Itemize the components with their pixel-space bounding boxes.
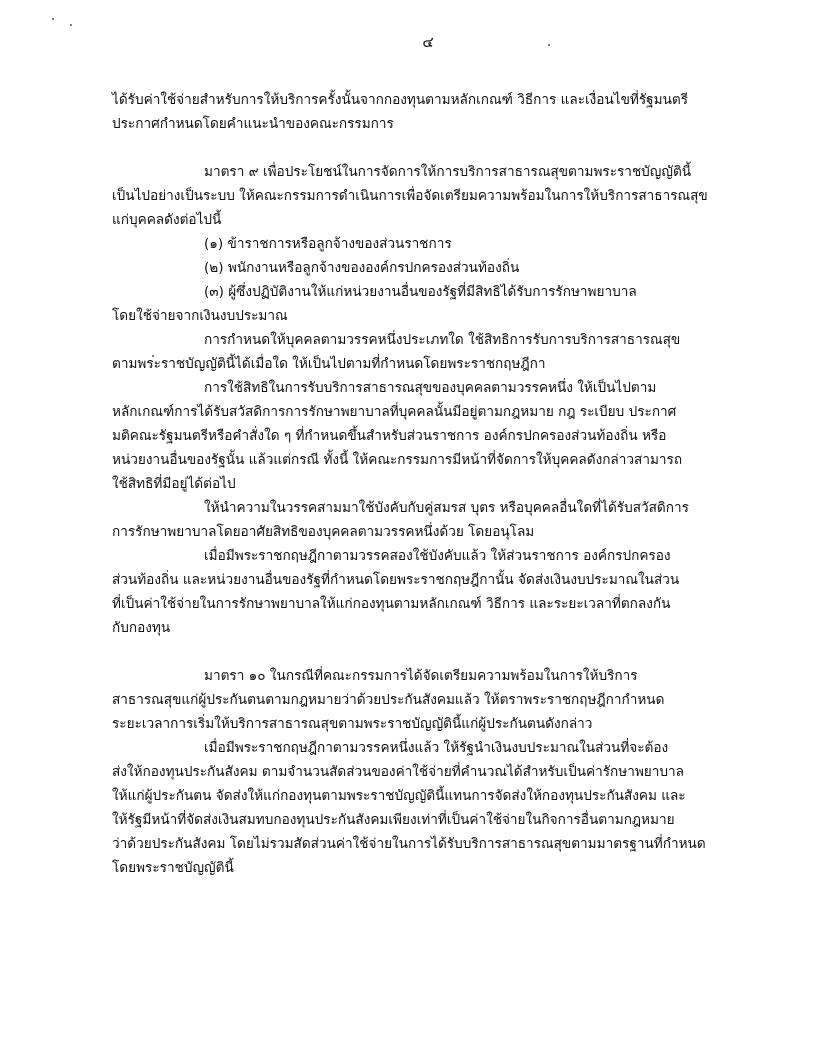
- text-line: กับกองทุน: [112, 620, 171, 636]
- scan-speck: [52, 18, 54, 20]
- text-line: ใช้สิทธิที่มีอยู่ได้ต่อไป: [112, 476, 236, 492]
- section-10-heading-paragraph: [112, 664, 732, 736]
- text-line: การรักษาพยาบาลโดยอาศัยสิทธิของบุคคลตามวรรคหนึ่งด้วย โดยอนุโลม: [112, 524, 535, 540]
- section-9-paragraph-2: [112, 328, 732, 376]
- text-line: ที่เป็นค่าใช้จ่ายในการรักษาพยาบาลให้แก่กองทุนตามหลักเกณฑ์ วิธีการ และระยะเวลาที่ตกลงกัน: [112, 596, 671, 612]
- section-9-paragraph-4: [112, 496, 732, 544]
- text-line: เมื่อมีพระราชกฤษฎีกาตามวรรคสองใช้บังคับแล้ว ให้ส่วนราชการ องค์กรปกครอง: [204, 548, 671, 564]
- section-9-paragraph-3: [112, 376, 732, 496]
- section-10-paragraph-2: [112, 736, 732, 880]
- text-line: มาตรา ๑๐ ในกรณีที่คณะกรรมการได้จัดเตรียมความพร้อมในการให้บริการ: [204, 668, 638, 684]
- scan-speck: [70, 24, 72, 26]
- text-line: ระยะเวลาการเริ่มให้บริการสาธารณสุขตามพระราชบัญญัตินี้แก่ผู้ประกันตนดังกล่าว: [112, 716, 593, 732]
- text-line: ว่าด้วยประกันสังคม โดยไม่รวมสัดส่วนค่าใช้จ่ายในการได้รับบริการสาธารณสุขตามมาตรฐานที่กำหนด: [112, 836, 706, 852]
- text-line: โดยพระราชบัญญัตินี้: [112, 860, 234, 876]
- text-line: เมื่อมีพระราชกฤษฎีกาตามวรรคหนึ่งแล้ว ให้รัฐนำเงินงบประมาณในส่วนที่จะต้อง: [204, 740, 669, 756]
- section-9-heading-paragraph: [112, 160, 732, 232]
- document-body: [112, 88, 732, 880]
- text-line: ให้แก่ผู้ประกันตน จัดส่งให้แก่กองทุนตามพระราชบัญญัตินี้แทนการจัดส่งให้กองทุนประกันสังคม และ: [112, 788, 686, 804]
- text-line: ได้รับค่าใช้จ่ายสำหรับการให้บริการครั้งนั้นจากกองทุนตามหลักเกณฑ์ วิธีการ และเงื่อนไขที่รัฐมนตรี: [112, 92, 689, 108]
- text-line: ส่วนท้องถิ่น และหน่วยงานอื่นของรัฐที่กำหนดโดยพระราชกฤษฎีกานั้น จัดส่งเงินงบประมาณในส่วน: [112, 572, 680, 588]
- list-item: (๒) พนักงานหรือลูกจ้างขององค์กรปกครองส่วนท้องถิ่น: [204, 260, 520, 276]
- text-line: เป็นไปอย่างเป็นระบบ ให้คณะกรรมการดำเนินการเพื่อจัดเตรียมความพร้อมในการให้บริการสาธารณสุข: [112, 188, 708, 204]
- text-line: ส่งให้กองทุนประกันสังคม ตามจำนวนสัดส่วนของค่าใช้จ่ายที่คำนวณได้สำหรับเป็นค่ารักษาพยาบาล: [112, 764, 684, 780]
- text-line: มาตรา ๙ เพื่อประโยชน์ในการจัดการให้การบริการสาธารณสุขตามพระราชบัญญัตินี้: [204, 164, 692, 180]
- text-line: แก่บุคคลดังต่อไปนี้: [112, 212, 222, 228]
- text-line: หลักเกณฑ์การได้รับสวัสดิการการรักษาพยาบาลที่บุคคลนั้นมีอยู่ตามกฎหมาย กฎ ระเบียบ ประกาศ: [112, 404, 677, 420]
- intro-paragraph: [112, 88, 732, 136]
- text-line: การใช้สิทธิในการรับบริการสาธารณสุขของบุคคลตามวรรคหนึ่ง ให้เป็นไปตาม: [204, 380, 657, 396]
- section-9-list: [112, 232, 732, 328]
- text-line: ให้รัฐมีหน้าที่จัดส่งเงินสมทบกองทุนประกันสังคมเพียงเท่าที่เป็นค่าใช้จ่ายในกิจการอื่นตามกฎหมาย: [112, 812, 675, 828]
- text-line: หน่วยงานอื่นของรัฐนั้น แล้วแต่กรณี ทั้งนี้ ให้คณะกรรมการมีหน้าที่จัดการให้บุคคลดังกล่าวสามารถ: [112, 452, 683, 468]
- text-line: โดยใช้จ่ายจากเงินงบประมาณ: [112, 308, 288, 324]
- list-item: (๑) ข้าราชการหรือลูกจ้างของส่วนราชการ: [204, 236, 452, 252]
- text-line: การกำหนดให้บุคคลตามวรรคหนึ่งประเภทใด ใช้สิทธิการรับการบริการสาธารณสุข: [204, 332, 681, 348]
- text-line: ประกาศกำหนดโดยคำแนะนำของคณะกรรมการ: [112, 116, 394, 132]
- text-line: สาธารณสุขแก่ผู้ประกันตนตามกฎหมายว่าด้วยประกันสังคมแล้ว ให้ตราพระราชกฤษฎีกากำหนด: [112, 692, 665, 708]
- text-line: ให้นำความในวรรคสามมาใช้บังคับกับคู่สมรส บุตร หรือบุคคลอื่นใดที่ได้รับสวัสดิการ: [204, 500, 689, 516]
- text-line: ตามพระราชบัญญัตินี้ได้เมื่อใด ให้เป็นไปตามที่กำหนดโดยพระราชกฤษฎีกา: [112, 356, 546, 372]
- section-9-paragraph-5: [112, 544, 732, 640]
- page-number: ๔: [422, 33, 434, 51]
- text-line: มติคณะรัฐมนตรีหรือคำสั่งใด ๆ ที่กำหนดขึ้นสำหรับส่วนราชการ องค์กรปกครองส่วนท้องถิ่น หรือ: [112, 428, 667, 444]
- list-item: (๓) ผู้ซึ่งปฏิบัติงานให้แก่หน่วยงานอื่นของรัฐที่มีสิทธิได้รับการรักษาพยาบาล: [204, 284, 637, 300]
